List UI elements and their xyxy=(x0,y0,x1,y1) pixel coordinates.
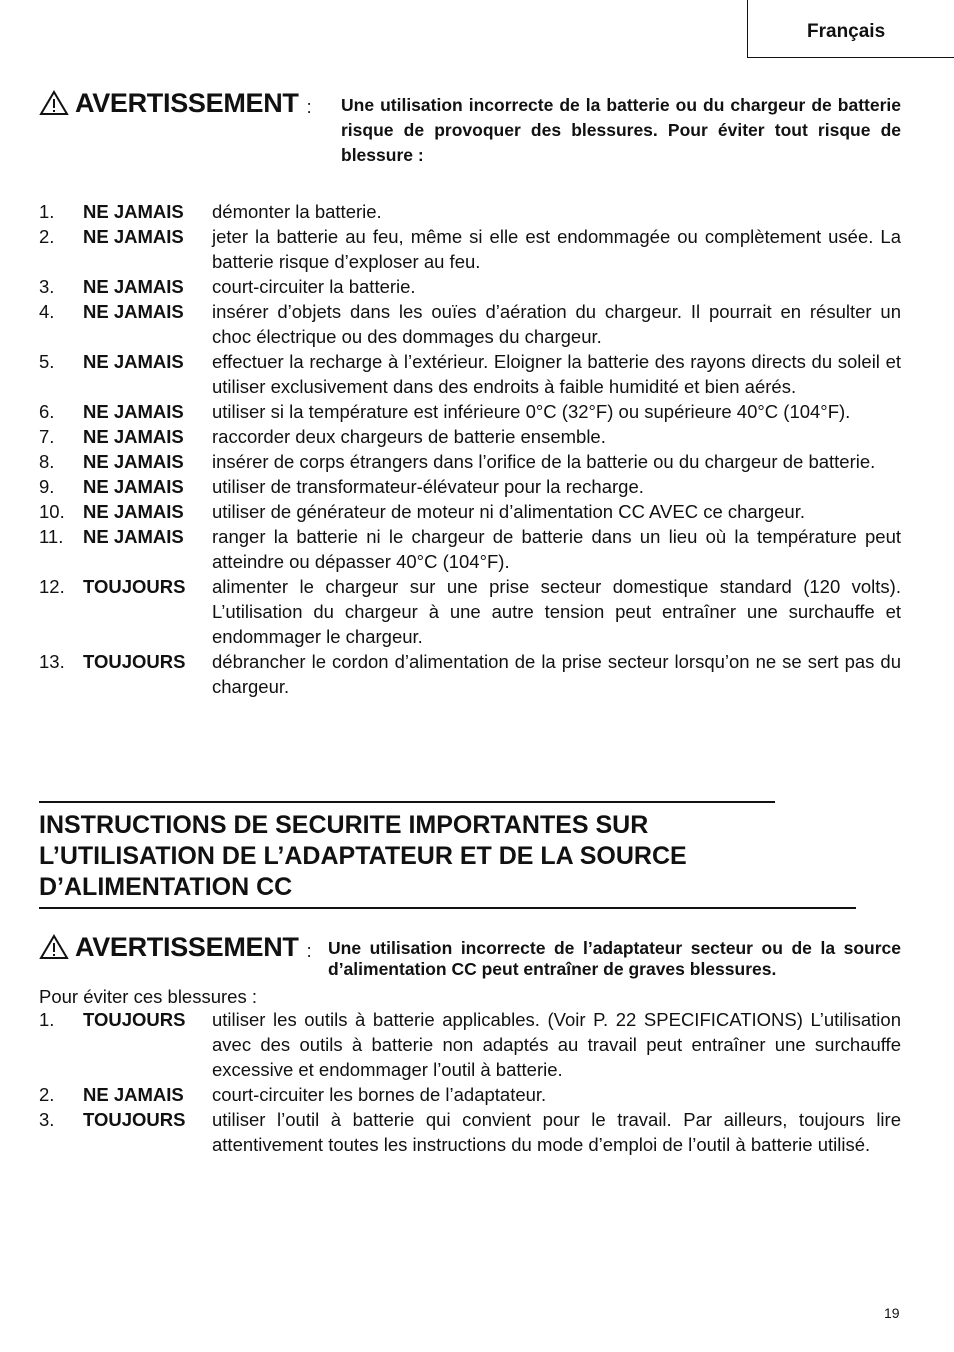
item-keyword: NE JAMAIS xyxy=(83,501,184,522)
item-text: court-circuiter la batterie. xyxy=(212,276,416,297)
list-item xyxy=(39,1107,901,1157)
warning-colon: : xyxy=(306,941,312,961)
item-keyword: TOUJOURS xyxy=(83,1109,186,1130)
item-text: raccorder deux chargeurs de batterie ensemble. xyxy=(212,426,606,447)
intro-text: Pour éviter ces blessures : xyxy=(39,986,257,1007)
item-text: utiliser les outils à batterie applicables. (Voir P. 22 SPECIFICATIONS) L’utilisation avec des outils à batterie non adaptés au travail peut entraîner une surchauffe excessive et endommager l’outil à batterie. xyxy=(212,1009,901,1080)
list-item xyxy=(39,199,901,224)
adapter-safety-list xyxy=(39,1007,901,1157)
item-keyword: NE JAMAIS xyxy=(83,276,184,297)
item-keyword: NE JAMAIS xyxy=(83,1084,184,1105)
warning-triangle-icon xyxy=(39,90,69,116)
warning-heading xyxy=(39,932,312,970)
item-text: jeter la batterie au feu, même si elle est endommagée ou complètement usée. La batterie risque d’exploser au feu. xyxy=(212,226,901,272)
list-item xyxy=(39,349,901,399)
heading-bottom-rule xyxy=(39,907,856,909)
item-keyword: NE JAMAIS xyxy=(83,526,184,547)
item-number: 10. xyxy=(39,501,65,522)
item-keyword: NE JAMAIS xyxy=(83,451,184,472)
item-number: 2. xyxy=(39,226,55,247)
list-item xyxy=(39,399,901,424)
item-text: insérer d’objets dans les ouïes d’aération du chargeur. Il pourrait en résulter un choc électrique ou des dommages du chargeur. xyxy=(212,301,901,347)
warning-title: AVERTISSEMENT xyxy=(75,88,299,118)
language-label: Français xyxy=(807,21,886,42)
item-text: effectuer la recharge à l’extérieur. Eloigner la batterie des rayons directs du soleil et utiliser exclusivement dans des endroits à faible humidité et bien aérés. xyxy=(212,351,901,397)
item-keyword: NE JAMAIS xyxy=(83,401,184,422)
list-item xyxy=(39,649,901,699)
item-text: insérer de corps étrangers dans l’orifice de la batterie ou du chargeur de batterie. xyxy=(212,451,876,472)
warning-title: AVERTISSEMENT xyxy=(75,932,299,962)
item-text: utiliser l’outil à batterie qui convient pour le travail. Par ailleurs, toujours lire attentivement toutes les instructions du mode d’emploi de l’outil à batterie utilisé. xyxy=(212,1109,901,1155)
list-item xyxy=(39,1082,901,1107)
item-text: débrancher le cordon d’alimentation de la prise secteur lorsqu’on ne se sert pas du chargeur. xyxy=(212,651,901,697)
item-text: utiliser si la température est inférieure 0°C (32°F) ou supérieure 40°C (104°F). xyxy=(212,401,851,422)
item-number: 13. xyxy=(39,651,65,672)
item-keyword: TOUJOURS xyxy=(83,1009,186,1030)
item-number: 4. xyxy=(39,301,55,322)
warning-triangle-icon xyxy=(39,934,69,960)
item-number: 11. xyxy=(39,526,64,547)
item-number: 12. xyxy=(39,576,65,597)
page-number: 19 xyxy=(884,1305,900,1321)
warning-text: Une utilisation incorrecte de la batterie ou du chargeur de batterie risque de provoquer des blessures. Pour éviter tout risque de blessure : xyxy=(341,95,901,165)
list-item xyxy=(39,274,901,299)
item-number: 1. xyxy=(39,201,55,222)
warning-colon: : xyxy=(306,97,312,117)
section-heading: INSTRUCTIONS DE SECURITE IMPORTANTES SUR L’UTILISATION DE L’ADAPTATEUR ET DE LA SOURCE D’ALIMENTATION CC xyxy=(39,811,687,901)
item-number: 3. xyxy=(39,1109,55,1130)
list-item xyxy=(39,1007,901,1082)
language-tab xyxy=(747,0,954,58)
list-item xyxy=(39,449,901,474)
item-text: démonter la batterie. xyxy=(212,201,382,222)
item-keyword: NE JAMAIS xyxy=(83,226,184,247)
battery-safety-list xyxy=(39,199,901,699)
item-keyword: NE JAMAIS xyxy=(83,201,184,222)
list-item xyxy=(39,524,901,574)
item-text: utiliser de générateur de moteur ni d’alimentation CC AVEC ce chargeur. xyxy=(212,501,806,522)
warning-heading xyxy=(39,88,312,126)
item-keyword: NE JAMAIS xyxy=(83,476,184,497)
item-keyword: NE JAMAIS xyxy=(83,301,184,322)
item-number: 8. xyxy=(39,451,55,472)
item-number: 2. xyxy=(39,1084,55,1105)
item-number: 9. xyxy=(39,476,55,497)
item-number: 7. xyxy=(39,426,55,447)
item-number: 6. xyxy=(39,401,55,422)
item-number: 5. xyxy=(39,351,55,372)
item-number: 1. xyxy=(39,1009,55,1030)
item-text: alimenter le chargeur sur une prise secteur domestique standard (120 volts). L’utilisation du chargeur à une autre tension peut entraîner une surchauffe et endommager le chargeur. xyxy=(212,576,901,647)
item-text: ranger la batterie ni le chargeur de batterie dans un lieu où la température peut atteindre ou dépasser 40°C (104°F). xyxy=(212,526,901,572)
warning-text: Une utilisation incorrecte de l’adaptateur secteur ou de la source d’alimentation CC peut entraîner de graves blessures. xyxy=(328,938,901,979)
list-item xyxy=(39,499,901,524)
item-text: court-circuiter les bornes de l’adaptateur. xyxy=(212,1084,547,1105)
item-keyword: NE JAMAIS xyxy=(83,426,184,447)
list-item xyxy=(39,474,901,499)
list-item xyxy=(39,224,901,274)
item-keyword: NE JAMAIS xyxy=(83,351,184,372)
item-keyword: TOUJOURS xyxy=(83,651,186,672)
item-keyword: TOUJOURS xyxy=(83,576,186,597)
item-text: utiliser de transformateur-élévateur pour la recharge. xyxy=(212,476,644,497)
list-item xyxy=(39,299,901,349)
heading-top-rule xyxy=(39,801,775,803)
item-number: 3. xyxy=(39,276,55,297)
list-item xyxy=(39,424,901,449)
list-item xyxy=(39,574,901,649)
